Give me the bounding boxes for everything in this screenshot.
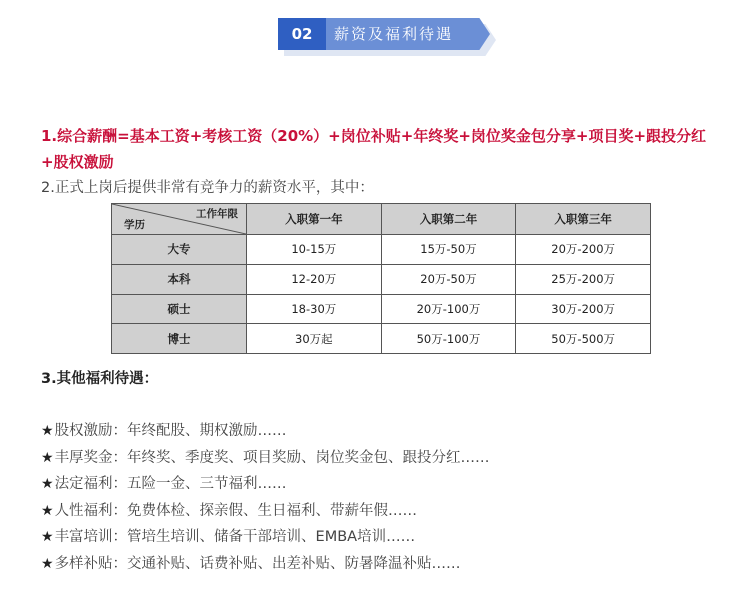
table-cell: 50万-100万 (381, 324, 516, 354)
benefit-text: 丰富培训：管培生培训、储备干部培训、EMBA培训…… (54, 529, 416, 545)
section-number: 02 (278, 18, 326, 50)
benefit-text: 丰厚奖金：年终奖、季度奖、项目奖励、岗位奖金包、跟投分红…… (54, 449, 490, 466)
table-cell: 12-20万 (247, 264, 382, 294)
star-icon: ★ (41, 555, 54, 572)
salary-intro: 2.正式上岗后提供非常有竞争力的薪资水平，其中： (41, 180, 374, 196)
star-icon: ★ (41, 449, 54, 466)
star-icon: ★ (41, 529, 54, 545)
list-item (41, 418, 490, 445)
table-cell: 15万-50万 (381, 235, 516, 265)
list-item (41, 551, 490, 578)
section-title: 薪资及福利待遇 (334, 25, 454, 43)
list-item (41, 524, 490, 551)
table-row (112, 324, 651, 354)
column-header: 入职第二年 (381, 204, 516, 235)
row-label: 本科 (112, 264, 247, 294)
section-header (278, 18, 498, 56)
table-cell: 18-30万 (247, 294, 382, 324)
table-header-row (112, 204, 651, 235)
benefit-text: 法定福利：五险一金、三节福利…… (54, 476, 287, 492)
table-row (112, 235, 651, 265)
column-header: 入职第三年 (516, 204, 651, 235)
table-cell: 20万-200万 (516, 235, 651, 265)
table-cell: 30万-200万 (516, 294, 651, 324)
list-item (41, 445, 490, 472)
table-corner-cell (112, 204, 247, 235)
star-icon: ★ (41, 502, 54, 519)
row-label: 大专 (112, 235, 247, 265)
benefit-text: 人性福利：免费体检、探亲假、生日福利、带薪年假…… (54, 502, 418, 519)
row-label: 博士 (112, 324, 247, 354)
table-row (112, 294, 651, 324)
benefit-text: 股权激励：年终配股、期权激励…… (54, 423, 287, 439)
salary-table (111, 203, 651, 354)
list-item (41, 498, 490, 525)
table-cell: 50万-500万 (516, 324, 651, 354)
star-icon: ★ (41, 423, 54, 439)
corner-label-education: 学历 (124, 219, 145, 231)
benefit-text: 多样补贴：交通补贴、话费补贴、出差补贴、防暑降温补贴…… (54, 555, 461, 572)
table-cell: 25万-200万 (516, 264, 651, 294)
compensation-formula: 1.综合薪酬=基本工资+考核工资（20%）+岗位补贴+年终奖+岗位奖金包分享+项目奖+跟投分红+股权激励 (41, 127, 707, 171)
table-cell: 20万-50万 (381, 264, 516, 294)
column-header: 入职第一年 (247, 204, 382, 235)
table-cell: 10-15万 (247, 235, 382, 265)
table-cell: 20万-100万 (381, 294, 516, 324)
list-item (41, 471, 490, 498)
star-icon: ★ (41, 476, 54, 492)
corner-label-years: 工作年限 (196, 208, 238, 220)
row-label: 硕士 (112, 294, 247, 324)
table-cell: 30万起 (247, 324, 382, 354)
benefits-list (41, 418, 490, 577)
other-benefits-heading: 3.其他福利待遇： (41, 371, 159, 387)
table-row (112, 264, 651, 294)
